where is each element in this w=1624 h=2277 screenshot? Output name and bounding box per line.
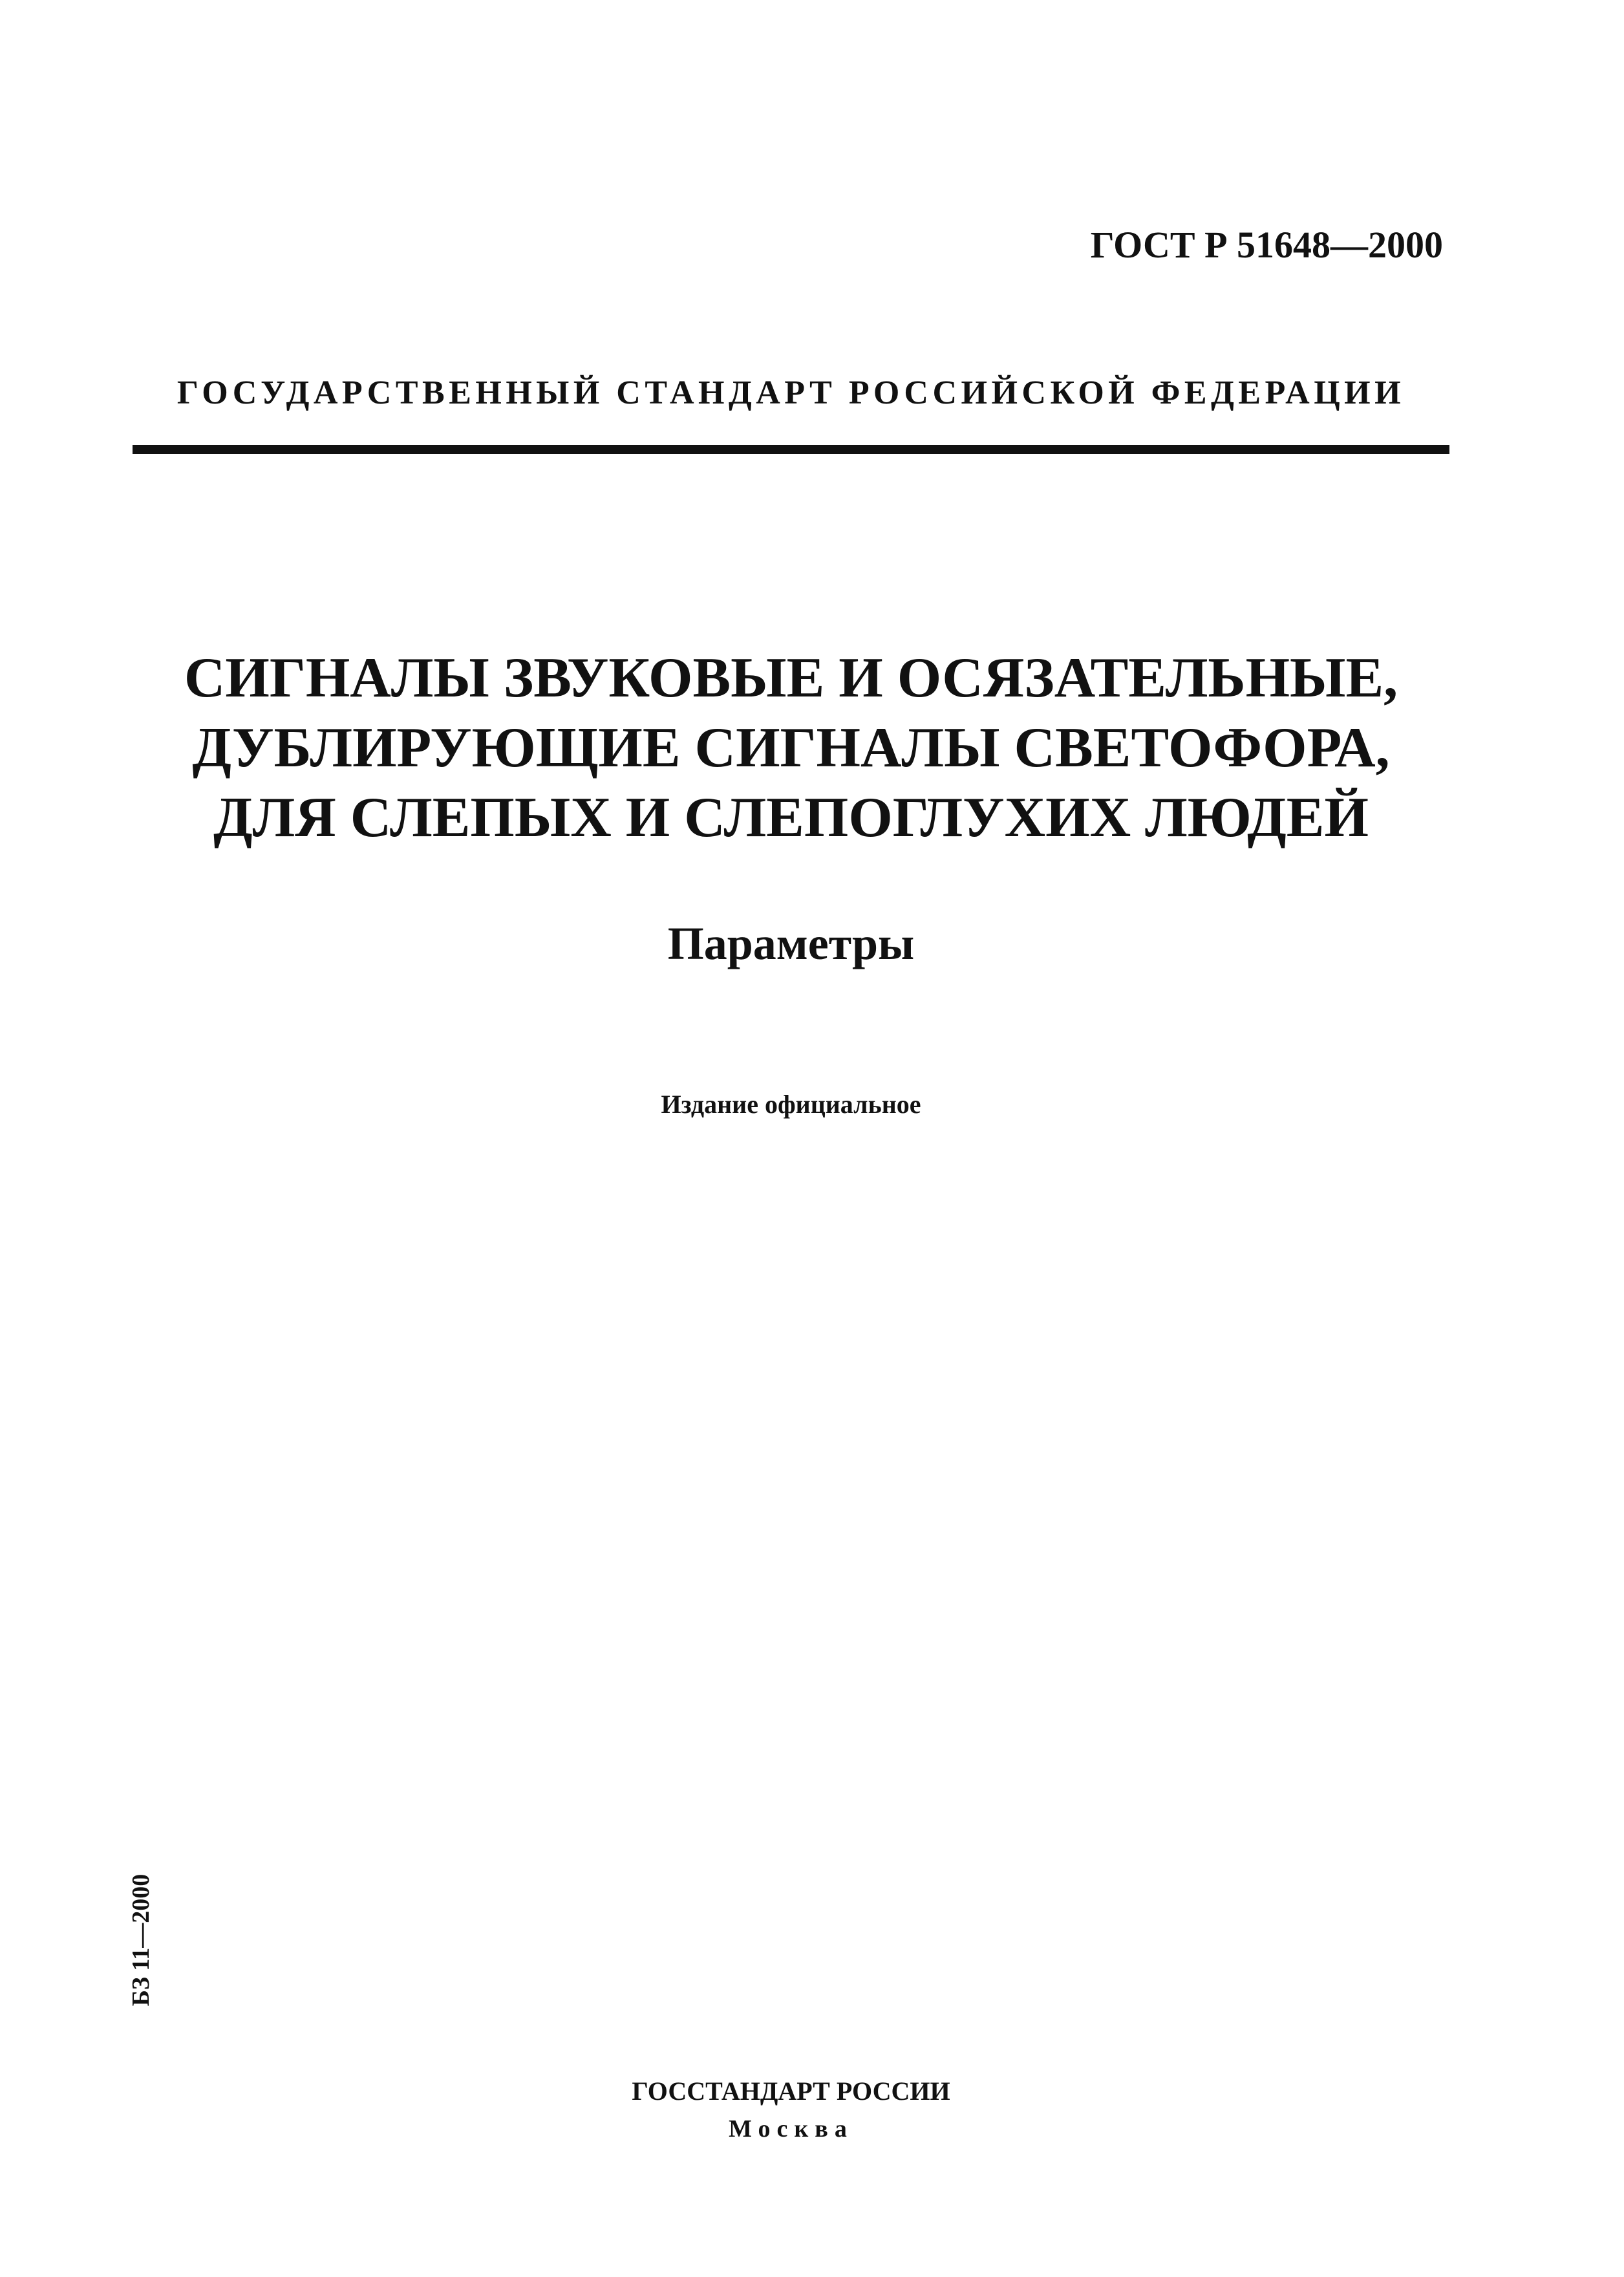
side-code: БЗ 11—2000 xyxy=(127,1873,155,2007)
publisher: ГОССТАНДАРТ РОССИИ xyxy=(632,2077,950,2106)
document-code: ГОСТ Р 51648—2000 xyxy=(1090,224,1443,266)
edition-note: Издание официальное xyxy=(661,1090,921,1119)
subtitle: Параметры xyxy=(667,918,915,969)
header-rule xyxy=(133,445,1449,454)
title-line-3: ДЛЯ СЛЕПЫХ И СЛЕПОГЛУХИХ ЛЮДЕЙ xyxy=(213,786,1369,849)
title-line-2: ДУБЛИРУЮЩИЕ СИГНАЛЫ СВЕТОФОРА, xyxy=(192,717,1390,779)
publication-city: Москва xyxy=(729,2115,853,2142)
header-band: ГОСУДАРСТВЕННЫЙ СТАНДАРТ РОССИЙСКОЙ ФЕДЕРАЦИИ xyxy=(176,374,1405,411)
title-line-1: СИГНАЛЫ ЗВУКОВЫЕ И ОСЯЗАТЕЛЬНЫЕ, xyxy=(184,647,1398,709)
main-title xyxy=(133,643,1449,853)
